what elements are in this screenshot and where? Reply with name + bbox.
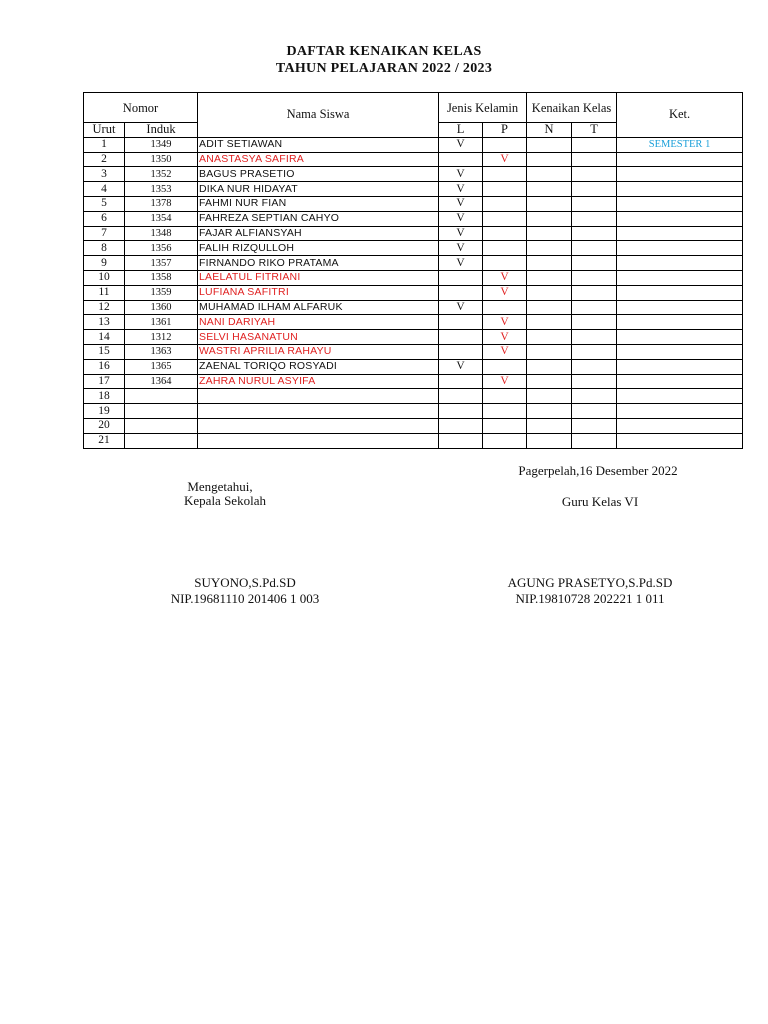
cell-ket [617,389,743,404]
header-n: N [527,123,572,138]
cell-t [572,315,617,330]
cell-n [527,359,572,374]
student-table-body [84,137,743,448]
cell-induk [125,389,198,404]
cell-urut: 13 [84,315,125,330]
header-p: P [483,123,527,138]
cell-p: V [483,270,527,285]
cell-p: V [483,315,527,330]
cell-p: V [483,344,527,359]
cell-urut: 11 [84,285,125,300]
cell-t [572,285,617,300]
table-row [84,167,743,182]
cell-l [439,270,483,285]
table-row [84,137,743,152]
cell-l [439,374,483,389]
cell-p [483,182,527,197]
cell-nama-siswa: MUHAMAD ILHAM ALFARUK [198,300,439,315]
cell-t [572,211,617,226]
cell-urut: 16 [84,359,125,374]
principal-role: Kepala Sekolah [184,493,266,508]
cell-l: V [439,359,483,374]
cell-induk: 1359 [125,285,198,300]
cell-l [439,418,483,433]
cell-urut: 10 [84,270,125,285]
cell-induk: 1364 [125,374,198,389]
header-kenaikan-kelas: Kenaikan Kelas [527,93,617,123]
cell-n [527,344,572,359]
cell-l [439,389,483,404]
cell-ket [617,344,743,359]
cell-n [527,389,572,404]
cell-t [572,226,617,241]
table-row [84,433,743,448]
cell-nama-siswa: ANASTASYA SAFIRA [198,152,439,167]
cell-nama-siswa: ZAHRA NURUL ASYIFA [198,374,439,389]
cell-nama-siswa: ADIT SETIAWAN [198,137,439,152]
cell-urut: 4 [84,182,125,197]
table-row [84,418,743,433]
cell-l: V [439,226,483,241]
cell-p [483,404,527,419]
teacher-name: AGUNG PRASETYO,S.Pd.SD [507,575,673,590]
cell-n [527,433,572,448]
teacher-nip: NIP.19810728 202221 1 011 [515,591,665,606]
cell-p [483,359,527,374]
cell-l [439,344,483,359]
cell-nama-siswa [198,418,439,433]
cell-urut: 5 [84,196,125,211]
cell-l: V [439,256,483,271]
cell-ket [617,196,743,211]
cell-l [439,433,483,448]
cell-p [483,226,527,241]
table-row [84,285,743,300]
header-induk: Induk [125,123,198,138]
cell-n [527,374,572,389]
cell-t [572,167,617,182]
cell-ket [617,418,743,433]
cell-nama-siswa [198,389,439,404]
cell-n [527,167,572,182]
cell-ket [617,330,743,345]
cell-urut: 9 [84,256,125,271]
cell-induk: 1352 [125,167,198,182]
cell-l: V [439,196,483,211]
cell-urut: 3 [84,167,125,182]
cell-l: V [439,182,483,197]
cell-t [572,241,617,256]
cell-ket [617,374,743,389]
cell-l: V [439,300,483,315]
cell-nama-siswa: WASTRI APRILIA RAHAYU [198,344,439,359]
place-date: Pagerpelah,16 Desember 2022 [518,463,678,478]
cell-p: V [483,330,527,345]
cell-ket [617,167,743,182]
cell-p: V [483,152,527,167]
cell-urut: 7 [84,226,125,241]
cell-induk [125,418,198,433]
cell-induk: 1358 [125,270,198,285]
cell-n [527,404,572,419]
cell-induk [125,404,198,419]
cell-induk: 1378 [125,196,198,211]
cell-ket [617,300,743,315]
cell-l [439,330,483,345]
cell-nama-siswa [198,404,439,419]
cell-ket [617,270,743,285]
table-row [84,330,743,345]
cell-t [572,433,617,448]
cell-induk: 1353 [125,182,198,197]
header-ket: Ket. [617,93,743,138]
cell-urut: 21 [84,433,125,448]
cell-induk: 1360 [125,300,198,315]
cell-p [483,167,527,182]
cell-nama-siswa: BAGUS PRASETIO [198,167,439,182]
cell-n [527,300,572,315]
cell-urut: 8 [84,241,125,256]
cell-t [572,344,617,359]
cell-nama-siswa: FAJAR ALFIANSYAH [198,226,439,241]
cell-ket [617,241,743,256]
cell-l [439,285,483,300]
cell-p: V [483,374,527,389]
cell-ket [617,152,743,167]
cell-nama-siswa: ZAENAL TORIQO ROSYADI [198,359,439,374]
cell-urut: 14 [84,330,125,345]
cell-induk: 1365 [125,359,198,374]
cell-p: V [483,285,527,300]
cell-p [483,389,527,404]
cell-l [439,315,483,330]
document-title: DAFTAR KENAIKAN KELAS [286,44,482,59]
cell-urut: 12 [84,300,125,315]
table-row [84,211,743,226]
cell-ket [617,404,743,419]
cell-n [527,226,572,241]
cell-nama-siswa: SELVI HASANATUN [198,330,439,345]
cell-l: V [439,241,483,256]
table-row [84,344,743,359]
cell-ket [617,211,743,226]
cell-nama-siswa: FAHREZA SEPTIAN CAHYO [198,211,439,226]
cell-p [483,196,527,211]
cell-urut: 20 [84,418,125,433]
header-nama-siswa: Nama Siswa [198,93,439,138]
table-row [84,226,743,241]
cell-n [527,256,572,271]
cell-ket [617,256,743,271]
cell-p [483,137,527,152]
cell-induk: 1349 [125,137,198,152]
cell-ket [617,315,743,330]
cell-l: V [439,137,483,152]
cell-l: V [439,167,483,182]
cell-n [527,211,572,226]
cell-urut: 17 [84,374,125,389]
table-row [84,152,743,167]
cell-t [572,256,617,271]
cell-l: V [439,211,483,226]
cell-n [527,182,572,197]
document-subtitle: TAHUN PELAJARAN 2022 / 2023 [275,61,493,76]
cell-n [527,137,572,152]
cell-p [483,211,527,226]
cell-nama-siswa: FIRNANDO RIKO PRATAMA [198,256,439,271]
cell-induk: 1361 [125,315,198,330]
cell-n [527,285,572,300]
cell-ket [617,226,743,241]
cell-t [572,152,617,167]
table-row [84,404,743,419]
table-row [84,374,743,389]
cell-p [483,241,527,256]
cell-t [572,374,617,389]
cell-n [527,418,572,433]
cell-ket: SEMESTER 1 [617,137,743,152]
table-row [84,256,743,271]
cell-p [483,418,527,433]
cell-nama-siswa [198,433,439,448]
cell-t [572,418,617,433]
header-t: T [572,123,617,138]
cell-ket [617,285,743,300]
table-row [84,359,743,374]
cell-n [527,241,572,256]
cell-nama-siswa: FAHMI NUR FIAN [198,196,439,211]
cell-t [572,182,617,197]
cell-induk: 1348 [125,226,198,241]
cell-induk: 1312 [125,330,198,345]
table-row [84,300,743,315]
cell-nama-siswa: LAELATUL FITRIANI [198,270,439,285]
cell-t [572,389,617,404]
cell-nama-siswa: FALIH RIZQULLOH [198,241,439,256]
cell-urut: 6 [84,211,125,226]
table-row [84,389,743,404]
principal-nip: NIP.19681110 201406 1 003 [170,591,320,606]
cell-n [527,315,572,330]
cell-urut: 18 [84,389,125,404]
cell-ket [617,182,743,197]
cell-p [483,256,527,271]
cell-n [527,330,572,345]
student-table [83,92,743,449]
table-row [84,315,743,330]
cell-nama-siswa: DIKA NUR HIDAYAT [198,182,439,197]
table-row [84,182,743,197]
cell-t [572,300,617,315]
cell-urut: 1 [84,137,125,152]
cell-t [572,359,617,374]
cell-p [483,433,527,448]
header-urut: Urut [84,123,125,138]
cell-induk: 1363 [125,344,198,359]
header-nomor: Nomor [84,93,198,123]
table-row [84,196,743,211]
teacher-role: Guru Kelas VI [561,494,639,509]
cell-induk: 1356 [125,241,198,256]
cell-urut: 15 [84,344,125,359]
principal-name: SUYONO,S.Pd.SD [194,575,296,590]
cell-l [439,152,483,167]
cell-t [572,196,617,211]
cell-n [527,196,572,211]
cell-n [527,152,572,167]
cell-ket [617,359,743,374]
header-jenis-kelamin: Jenis Kelamin [439,93,527,123]
cell-urut: 2 [84,152,125,167]
table-row [84,241,743,256]
cell-t [572,270,617,285]
header-l: L [439,123,483,138]
cell-t [572,330,617,345]
cell-nama-siswa: NANI DARIYAH [198,315,439,330]
cell-n [527,270,572,285]
cell-nama-siswa: LUFIANA SAFITRI [198,285,439,300]
cell-induk: 1354 [125,211,198,226]
cell-urut: 19 [84,404,125,419]
cell-induk: 1350 [125,152,198,167]
acknowledge-label: Mengetahui, [187,479,253,494]
cell-induk: 1357 [125,256,198,271]
cell-induk [125,433,198,448]
table-row [84,270,743,285]
cell-l [439,404,483,419]
cell-p [483,300,527,315]
cell-ket [617,433,743,448]
cell-t [572,404,617,419]
cell-t [572,137,617,152]
